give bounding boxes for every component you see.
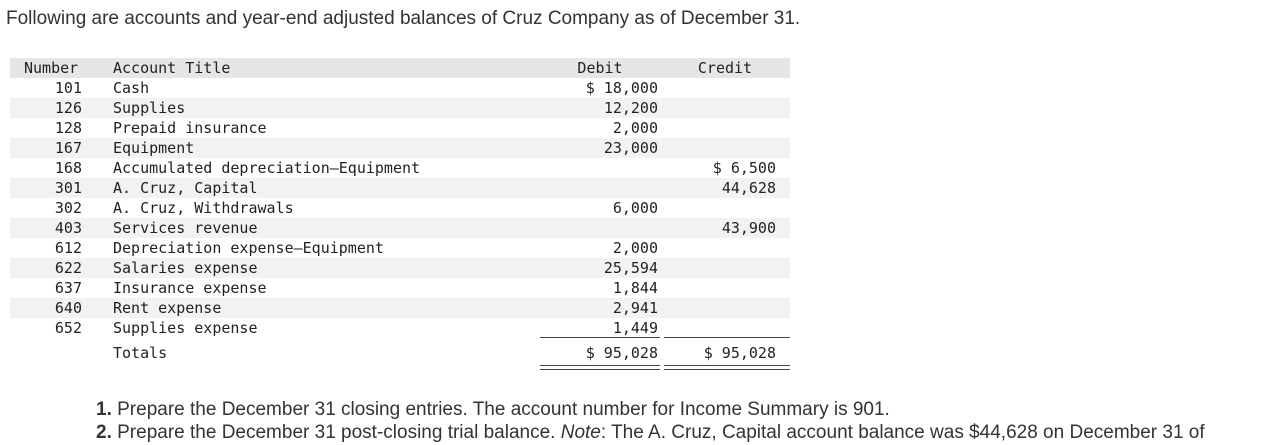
table-row — [10, 98, 790, 118]
account-title: Prepaid insurance — [113, 119, 267, 137]
table-row — [10, 78, 790, 98]
account-title: Rent expense — [113, 299, 222, 317]
debit-sum-rule — [540, 337, 660, 338]
account-number: 612 — [54, 239, 82, 257]
header-debit: Debit — [577, 59, 623, 77]
table-row — [10, 298, 790, 318]
credit-sum-rule — [664, 337, 790, 338]
account-title: Cash — [113, 79, 150, 97]
account-title: Equipment — [113, 139, 195, 157]
account-title: A. Cruz, Withdrawals — [113, 199, 294, 217]
account-number: 637 — [54, 279, 82, 297]
debit-amount: 1,449 — [612, 319, 658, 337]
account-title: Insurance expense — [113, 279, 267, 297]
totals-credit: $ 95,028 — [703, 344, 776, 362]
table-row — [10, 138, 790, 158]
account-number: 622 — [54, 259, 82, 277]
account-number: 126 — [54, 99, 82, 117]
question-1 — [96, 398, 1205, 421]
table-row — [10, 218, 790, 238]
account-number: 128 — [54, 119, 82, 137]
question-2 — [96, 421, 1205, 444]
header-credit: Credit — [697, 59, 753, 77]
table-row — [10, 118, 790, 138]
intro-text: Following are accounts and year-end adjusted balances of Cruz Company as of December 31. — [6, 8, 801, 29]
credit-double-rule — [664, 365, 790, 370]
credit-amount: 43,900 — [721, 219, 776, 237]
trial-balance-table — [10, 58, 790, 366]
debit-amount: 1,844 — [612, 279, 658, 297]
debit-amount: $ 18,000 — [585, 79, 658, 97]
table-header-row — [10, 58, 790, 78]
questions — [96, 398, 1205, 444]
debit-amount: 23,000 — [603, 139, 658, 157]
question-2-note-label: Note — [560, 422, 601, 443]
account-number: 302 — [54, 199, 82, 217]
debit-amount: 6,000 — [612, 199, 658, 217]
account-title: A. Cruz, Capital — [113, 179, 258, 197]
account-title: Supplies — [113, 99, 186, 117]
debit-amount: 12,200 — [603, 99, 658, 117]
table-row — [10, 178, 790, 198]
account-number: 167 — [54, 139, 82, 157]
debit-double-rule — [540, 365, 660, 370]
question-2-number: 2. — [96, 422, 112, 443]
debit-amount: 2,000 — [612, 119, 658, 137]
table-row — [10, 278, 790, 298]
account-title: Accumulated depreciation—Equipment — [113, 159, 421, 177]
account-number: 301 — [54, 179, 82, 197]
credit-amount: $ 6,500 — [712, 159, 776, 177]
account-title: Salaries expense — [113, 259, 258, 277]
debit-amount: 25,594 — [603, 259, 658, 277]
totals-row — [10, 340, 790, 366]
table-row — [10, 238, 790, 258]
table-row — [10, 198, 790, 218]
totals-label: Totals — [113, 344, 168, 362]
debit-amount: 2,941 — [612, 299, 658, 317]
account-number: 101 — [54, 79, 82, 97]
debit-amount: 2,000 — [612, 239, 658, 257]
account-number: 403 — [54, 219, 82, 237]
account-title: Supplies expense — [113, 319, 258, 337]
question-1-number: 1. — [96, 399, 112, 420]
header-account-title: Account Title — [113, 59, 231, 77]
account-number: 168 — [54, 159, 82, 177]
table-row — [10, 158, 790, 178]
account-title: Services revenue — [113, 219, 258, 237]
table-row — [10, 318, 790, 338]
account-number: 652 — [54, 319, 82, 337]
header-number: Number — [24, 59, 79, 77]
question-2-note-text: : The A. Cruz, Capital account balance was $44,628 on December 31 of — [600, 422, 1205, 443]
table-row — [10, 258, 790, 278]
question-1-text: Prepare the December 31 closing entries. The account number for Income Summary is 901. — [111, 399, 890, 420]
totals-debit: $ 95,028 — [585, 344, 658, 362]
account-number: 640 — [54, 299, 82, 317]
credit-amount: 44,628 — [721, 179, 776, 197]
question-2-text: Prepare the December 31 post-closing trial balance. — [111, 422, 561, 443]
account-title: Depreciation expense—Equipment — [113, 239, 384, 257]
